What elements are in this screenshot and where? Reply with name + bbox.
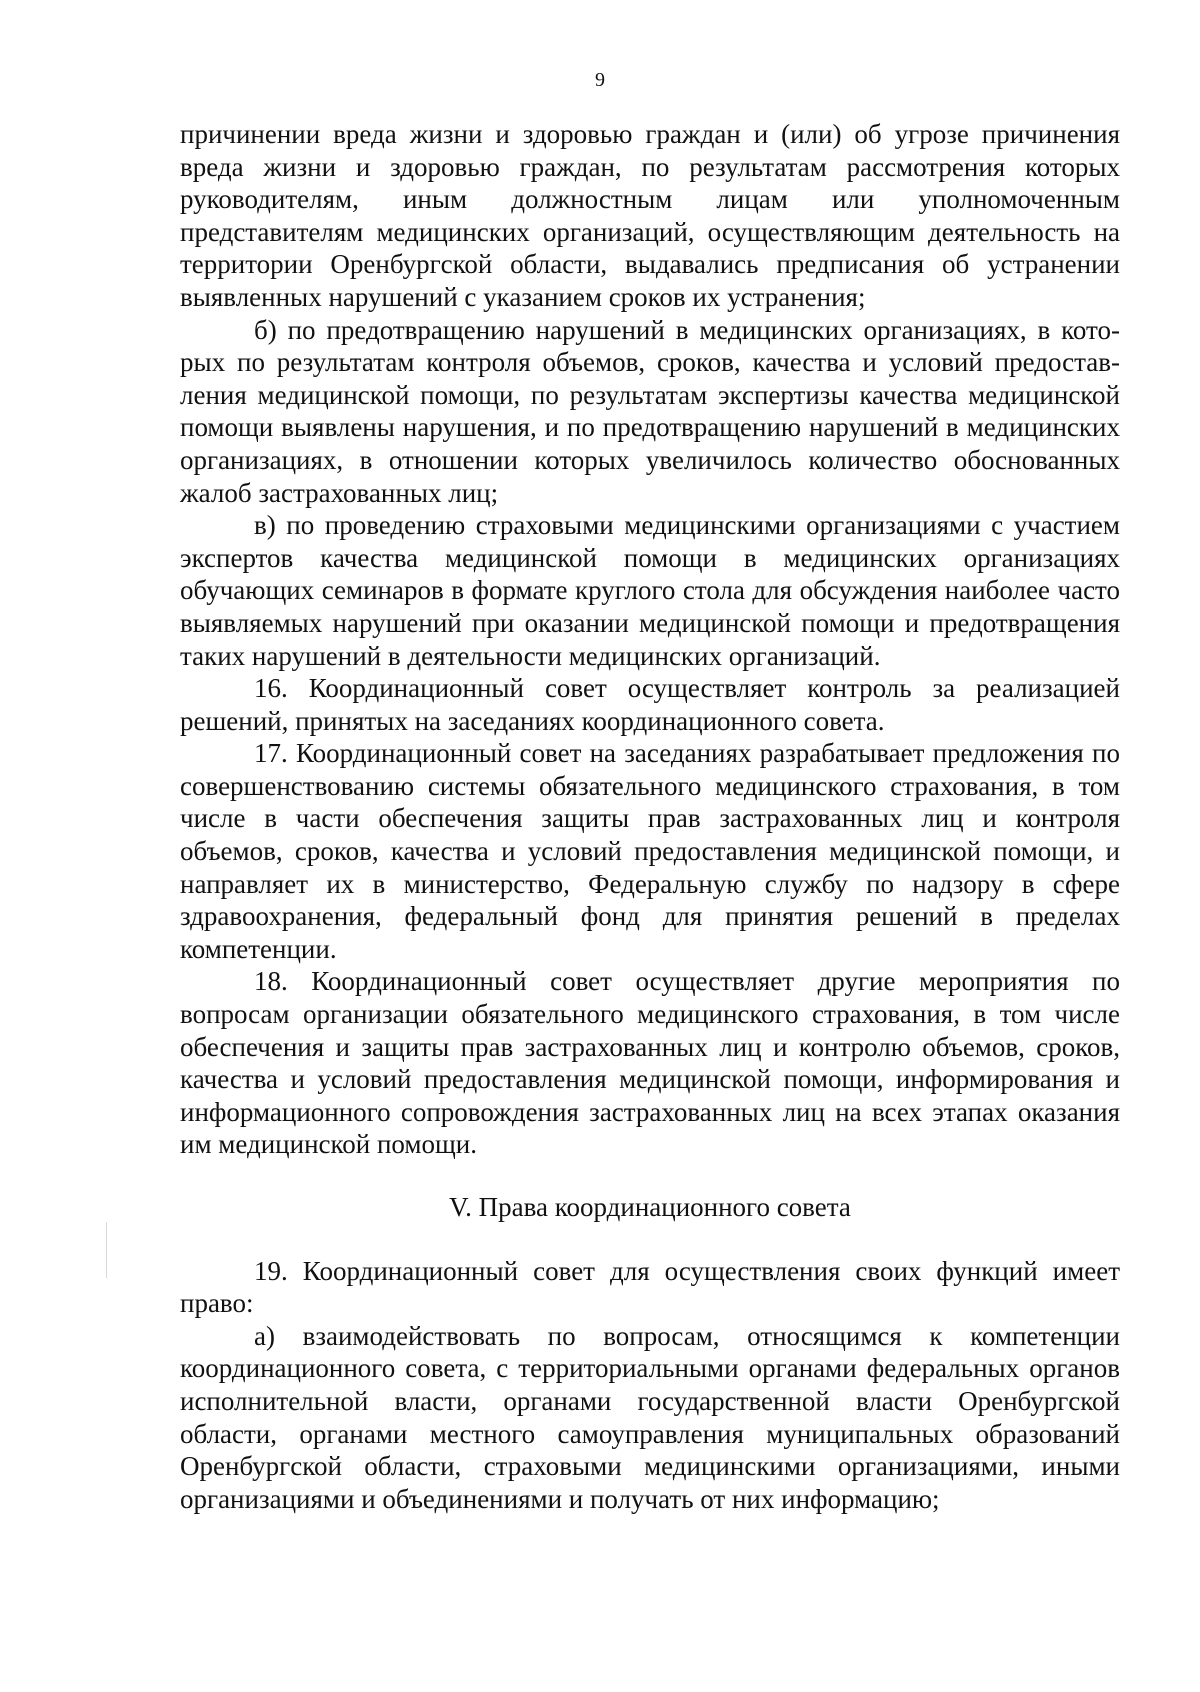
paragraph-item-a: а) взаимодействовать по вопросам, относящимся к компетенции координационного совета, с территориальными органами федеральных органов исполнительной власти, органами государственной власти Оренбургской области, органами местного самоуправления муниципальных образований Оренбургской области, страховыми медицинскими организациями, иными организациями и объединениями и получать от них информацию;: [180, 1320, 1120, 1514]
paragraph-17: 17. Координационный совет на заседаниях разрабатывает предложения по совершенствованию системы обязательного медицинского страхования, в том числе в части обеспечения защиты прав застрахованных лиц и контроля объемов, сроков, качества и условий предоставления медицинской помощи, и направляет их в министерство, Федеральную службу по надзору в сфере здравоохранения, федеральный фонд для принятия решений в пределах компетенции.: [180, 738, 1120, 964]
page-number: 9: [595, 69, 605, 91]
paragraph-item-b: б) по предотвращению нарушений в медицинских организациях, в которых по результатам контроля объемов, сроков, качества и условий предоставления медицинской помощи, по результатам экспертизы качества медицинской помощи выявлены нарушения, и по предотвращению нарушений в медицинских организациях, в отношении которых увеличилось количество обоснованных жалоб застрахованных лиц;: [180, 314, 1120, 508]
scan-margin-mark: [106, 1222, 107, 1278]
paragraph-continuation: причинении вреда жизни и здоровью граждан и (или) об угрозе причинения вреда жизни и здоровью граждан, по результатам рассмотрения которых руководителям, иным должностным лицам или уполномоченным представителям медицинских организаций, осуществляющим деятельность на территории Оренбургской области, выдавались предписания об устранении выявленных нарушений с указанием сроков их устранения;: [180, 119, 1120, 312]
document-body: [180, 118, 1120, 1515]
paragraph-19: 19. Координационный совет для осуществления своих функций имеет право:: [180, 1255, 1120, 1319]
paragraph-18: 18. Координационный совет осуществляет другие мероприятия по вопросам организации обязательного медицинского страхования, в том числе обеспечения и защиты прав застрахованных лиц и контролю объемов, сроков, качества и условий предоставления медицинской помощи, информирования и информационного сопровождения застрахованных лиц на всех этапах оказания им медицинской помощи.: [180, 966, 1120, 1160]
paragraph-item-v: в) по проведению страховыми медицинскими организациями с участием экспертов качества медицинской помощи в медицинских организациях обучающих семинаров в формате круглого стола для обсуждения наиболее часто выявляемых нарушений при оказании медицинской помощи и предотвращения таких нарушений в деятельности медицинских организаций.: [180, 510, 1120, 671]
section-heading: V. Права координационного совета: [449, 1192, 851, 1222]
paragraph-16: 16. Координационный совет осуществляет контроль за реализацией решений, принятых на заседаниях координационного совета.: [180, 673, 1120, 736]
